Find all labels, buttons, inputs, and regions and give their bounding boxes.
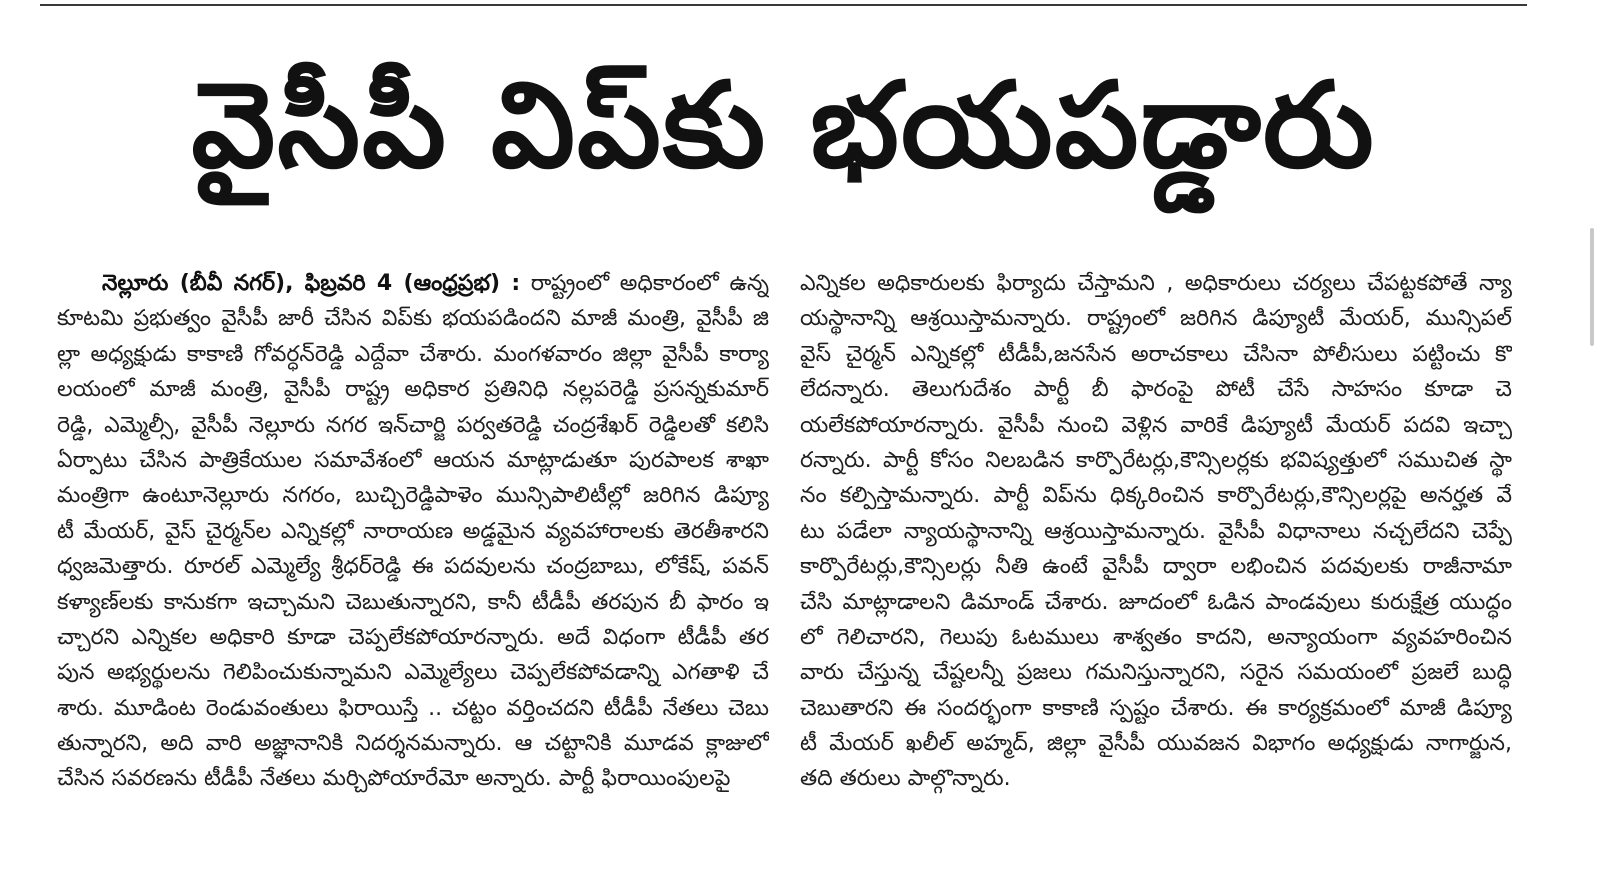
top-rule bbox=[40, 4, 1527, 6]
article-line: లో గెలిచారని, గెలుపు ఓటములు శాశ్వతం కాదని, అన్యాయంగా వ్యవహరించిన bbox=[800, 624, 1512, 650]
dateline: నెల్లూరు (బీవీ నగర్), ఫిబ్రవరి 4 (ఆంధ్రప్రభ) : bbox=[102, 271, 521, 296]
article-line: ధ్వజమెత్తారు. రూరల్ ఎమ్మెల్యే శ్రీధర్‌రెడ్డి ఈ పదవులను చంద్రబాబు, లోకేష్, పవన్ bbox=[57, 554, 769, 580]
article-line: నం కల్పిస్తామన్నారు. పార్టీ విప్‌ను ధిక్కరించిన కార్పొరేటర్లు,కౌన్సిలర్లపై అనర్హత వే bbox=[800, 483, 1512, 509]
article-column-left bbox=[57, 266, 769, 797]
article-line: టీ మేయర్, వైస్ చైర్మన్‌ల ఎన్నికల్లో నారాయణ అడ్డమైన వ్యవహారాలకు తెరతీశారని bbox=[57, 518, 769, 544]
article-line: ల్లా అధ్యక్షుడు కాకాణి గోవర్ధన్‌రెడ్డి ఎద్దేవా చేశారు. మంగళవారం జిల్లా వైసీపీ కార్యా bbox=[57, 341, 769, 367]
article-line: శారు. మూడింట రెండువంతులు ఫిరాయిస్తే .. చట్టం వర్తించదని టీడీపీ నేతలు చెబు bbox=[57, 695, 769, 721]
article-line: కూటమి ప్రభుత్వం వైసీపీ జారీ చేసిన విప్‌కు భయపడిందని మాజీ మంత్రి, వైసీపీ జి bbox=[57, 306, 769, 332]
article-line: వారు చేస్తున్న చేష్టలన్నీ ప్రజలు గమనిస్తున్నారని, సరైన సమయంలో ప్రజలే బుద్ధి bbox=[800, 660, 1512, 686]
article-line: తున్నారని, అది వారి అజ్ఞానానికి నిదర్శనమన్నారు. ఆ చట్టానికి మూడవ క్లాజులో bbox=[57, 731, 769, 757]
article-line: చేసి మాట్లాడాలని డిమాండ్ చేశారు. జూదంలో ఓడిన పాండవులు కురుక్షేత్ర యుద్ధం bbox=[800, 589, 1512, 615]
article-line: టు పడేలా న్యాయస్థానాన్ని ఆశ్రయిస్తామన్నారు. వైసీపీ విధానాలు నచ్చలేదని చెప్పే bbox=[800, 518, 1512, 544]
headline: వైసీపీ విప్‌కు భయపడ్డారు bbox=[191, 55, 1376, 194]
article-line: రన్నారు. పార్టీ కోసం నిలబడిన కార్పొరేటర్లు,కౌన్సిలర్లకు భవిష్యత్తులో సముచిత స్థా bbox=[800, 447, 1512, 473]
article-line: లేదన్నారు. తెలుగుదేశం పార్టీ బీ ఫారంపై పోటీ చేసే సాహసం కూడా చె bbox=[800, 377, 1512, 403]
article-line: రాష్ట్రంలో అధికారంలో ఉన్న bbox=[530, 271, 769, 296]
article-line: కార్పొరేటర్లు,కౌన్సిలర్లు నీతి ఉంటే వైసీపీ ద్వారా లభించిన పదవులకు రాజీనామా bbox=[800, 554, 1512, 580]
article-line: చేసిన సవరణను టీడీపీ నేతలు మర్చిపోయారేమో అన్నారు. పార్టీ ఫిరాయింపులపై bbox=[57, 766, 731, 792]
article-column-right bbox=[800, 266, 1512, 797]
article-line: లయంలో మాజీ మంత్రి, వైసీపీ రాష్ట్ర అధికార ప్రతినిధి నల్లపరెడ్డి ప్రసన్నకుమార్ bbox=[57, 377, 769, 403]
article-line: కళ్యాణ్‌లకు కానుకగా ఇచ్చామని చెబుతున్నారని, కానీ టీడీపీ తరపున బీ ఫారం ఇ bbox=[57, 589, 769, 615]
article-line: రెడ్డి, ఎమ్మెల్సీ, వైసీపీ నెల్లూరు నగర ఇన్‌చార్జి పర్వతరెడ్డి చంద్రశేఖర్ రెడ్డిలతో కలిసి bbox=[57, 412, 769, 438]
article-line: చెబుతారని ఈ సందర్భంగా కాకాణి స్పష్టం చేశారు. ఈ కార్యక్రమంలో మాజీ డిప్యూ bbox=[800, 695, 1512, 721]
article-line: యలేకపోయారన్నారు. వైసీపీ నుంచి వెళ్లిన వారికే డిప్యూటీ మేయర్ పదవి ఇచ్చా bbox=[800, 412, 1512, 438]
article-line: టీ మేయర్ ఖలీల్ అహ్మద్, జిల్లా వైసీపీ యువజన విభాగం అధ్యక్షుడు నాగార్జున, bbox=[800, 731, 1512, 757]
article-line: మంత్రిగా ఉంటూనెల్లూరు నగరం, బుచ్చిరెడ్డిపాళెం మున్సిపాలిటీల్లో జరిగిన డిప్యూ bbox=[57, 483, 769, 509]
article-line: పున అభ్యర్థులను గెలిపించుకున్నామని ఎమ్మెల్యేలు చెప్పలేకపోవడాన్ని ఎగతాళి చే bbox=[57, 660, 769, 686]
article-line: ఎన్నికల అధికారులకు ఫిర్యాదు చేస్తామని , అధికారులు చర్యలు చేపట్టకపోతే న్యా bbox=[800, 271, 1512, 296]
article-line: తది తరులు పాల్గొన్నారు. bbox=[800, 766, 1011, 792]
article-line: చ్చారని ఎన్నికల అధికారి కూడా చెప్పలేకపోయారన్నారు. అదే విధంగా టీడీపీ తర bbox=[57, 624, 769, 650]
article-line: ఏర్పాటు చేసిన పాత్రికేయుల సమావేశంలో ఆయన మాట్లాడుతూ పురపాలక శాఖా bbox=[57, 447, 769, 473]
article-line: వైస్ చైర్మన్ ఎన్నికల్లో టీడీపీ,జనసేన అరాచకాలు చేసినా పోలీసులు పట్టించు కొ bbox=[800, 341, 1512, 367]
article-line: యస్థానాన్ని ఆశ్రయిస్తామన్నారు. రాష్ట్రంలో జరిగిన డిప్యూటీ మేయర్, మున్సిపల్ bbox=[800, 306, 1512, 332]
article-first-line bbox=[57, 266, 769, 301]
scrollbar-thumb[interactable] bbox=[1590, 228, 1594, 346]
